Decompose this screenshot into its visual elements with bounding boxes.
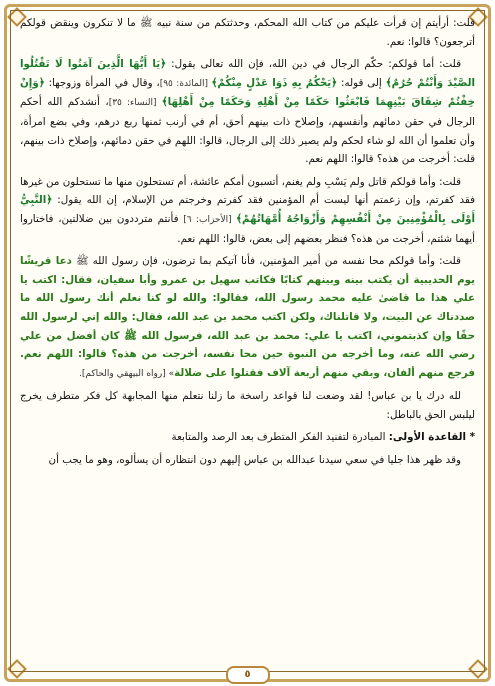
paragraph-4 (20, 252, 475, 383)
paragraph-text: قلت: وأما قولكم محا نفسه من أمير المؤمنين، فأنا آتيكم بما ترضون، فإن رسول الله ﷺ (71, 255, 461, 268)
paragraph-6 (20, 451, 475, 470)
page-body (20, 14, 475, 654)
paragraph-text: ، وقال في المرأة وزوجها: (44, 76, 160, 89)
paragraph-2 (20, 55, 475, 169)
page-number-badge: ٥ (226, 666, 270, 684)
rule-heading (20, 428, 475, 447)
verse-reference: [الأحزاب: ٦] (183, 214, 236, 225)
rule-label: * القاعدة الأولى: (388, 431, 475, 444)
paragraph-text: وقد ظهر هذا جليا في سعي سيدنا عبدالله بن عباس إليهم دون انتظاره أن يسألوه، وهو ما يجب أن (48, 454, 461, 467)
paragraph-text: لله درك يا بن عباس! لقد وضعت لنا قواعد راسخة ما زلنا نتعلم منها المجابهة كل فكر متطرف يخرج ليلبس الحق بالباطل: (20, 390, 475, 421)
paragraph-text: ، أنشدكم الله أحكم الرجال في حقن دمائهم وأنفسهم، وإصلاح ذات بينهم أحق، أم في أرنب ثمنها ربع درهم، وفي بضع امرأة، وأن تعلموا أن الله لو شاء لحكم ولم يصير ذلك إلى الرجال، قالوا: اللهم في حقن دمائهم، وإصلاح ذات بينهم، قلت: أخرجت من هذه؟ قالوا: اللهم نعم. (20, 96, 475, 166)
quran-verse: ﴿النَّبِيُّ أَوْلَى بِالْمُؤْمِنِينَ مِنْ أَنْفُسِهِمْ وَأَزْوَاجُهُ أُمَّهَاتُهُمْ﴾ (20, 194, 475, 225)
paragraph-3 (20, 173, 475, 248)
paragraph-1 (20, 14, 475, 51)
paragraph-text: قلت: أما قولكم: حكّم الرجال في دين الله، فإن الله تعالى يقول: (166, 58, 461, 71)
hadith-reference: » [رواه البيهقي والحاكم]. (78, 368, 175, 379)
hadith-text: دعا قريشًا يوم الحديبية أن يكتب بينه وبينهم كتابًا فكاتب سهيل بن عمرو وأبا سفيان، فقال: اكتب يا علي هذا ما قاضىٰ عليه محمد رسول الله، فقالوا: والله لو كنا نعلم أنك رسول الله ما صددناك عن البيت، ولا قاتلناك، ولكن اكتب محمد بن عبد الله، فقال: والله إني لرسول الله حقًا وإن كذبتموني، اكتب يا علي: محمد بن عبد الله، فرسول الله ﷺ كان أفضل من علي رضي الله عنه، وما أخرجه من النبوة حين محا نفسه، أخرجت من هذه؟ قالوا: اللهم نعم. فرجع منهم ألفان، وبقي منهم أربعة آلاف فقتلوا على ضلالة (20, 255, 475, 379)
paragraph-5 (20, 387, 475, 424)
quran-verse: ﴿وَإِنْ خِفْتُمْ شِقَاقَ بَيْنِهِمَا فَابْعَثُوا حَكَمًا مِنْ أَهْلِهِ وَحَكَمًا مِنْ أَهْلِهَا﴾ (20, 76, 475, 109)
paragraph-text: فأنتم مترددون بين ضلالتين، فاختاروا أيهما شئتم، أخرجت من هذه؟ فنظر بعضهم إلى بعض، قالوا: اللهم نعم. (20, 212, 475, 245)
paragraph-text: قلت: وأما قولكم قاتل ولم يَسْبِ ولم يغنم، أتسبون أمكم عائشة، أم تستحلون منها ما تستحلون من غيرها فقد كفرتم، وإن زعمتم أنها ليست أم المؤمنين فقد كفرتم وخرجتم من الإسلام، إن الله يقول: (20, 175, 475, 207)
paragraph-text: قلت: أرأيتم إن قرأت عليكم من كتاب الله المحكم، وحدثتكم من سنة نبيه ﷺ ما لا تنكرون وينقض قولكم أترجعون؟ قالوا: نعم. (20, 17, 475, 48)
paragraph-text: إلى قوله: (337, 76, 386, 89)
page-footer (0, 666, 495, 684)
quran-verse: ﴿يَا أَيُّهَا الَّذِينَ آمَنُوا لَا تَقْتُلُوا الصَّيْدَ وَأَنْتُمْ حُرُمٌ﴾ (20, 58, 475, 89)
verse-reference: [المائدة: ٩٥] (159, 78, 212, 89)
verse-reference: [النساء: ٣٥] (108, 98, 162, 109)
rule-text: المبادرة لتفنيد الفكر المتطرف بعد الرصد والمتابعة (171, 431, 389, 444)
quran-verse: ﴿يَحْكُمُ بِهِ ذَوَا عَدْلٍ مِنْكُمْ﴾ (211, 76, 338, 89)
